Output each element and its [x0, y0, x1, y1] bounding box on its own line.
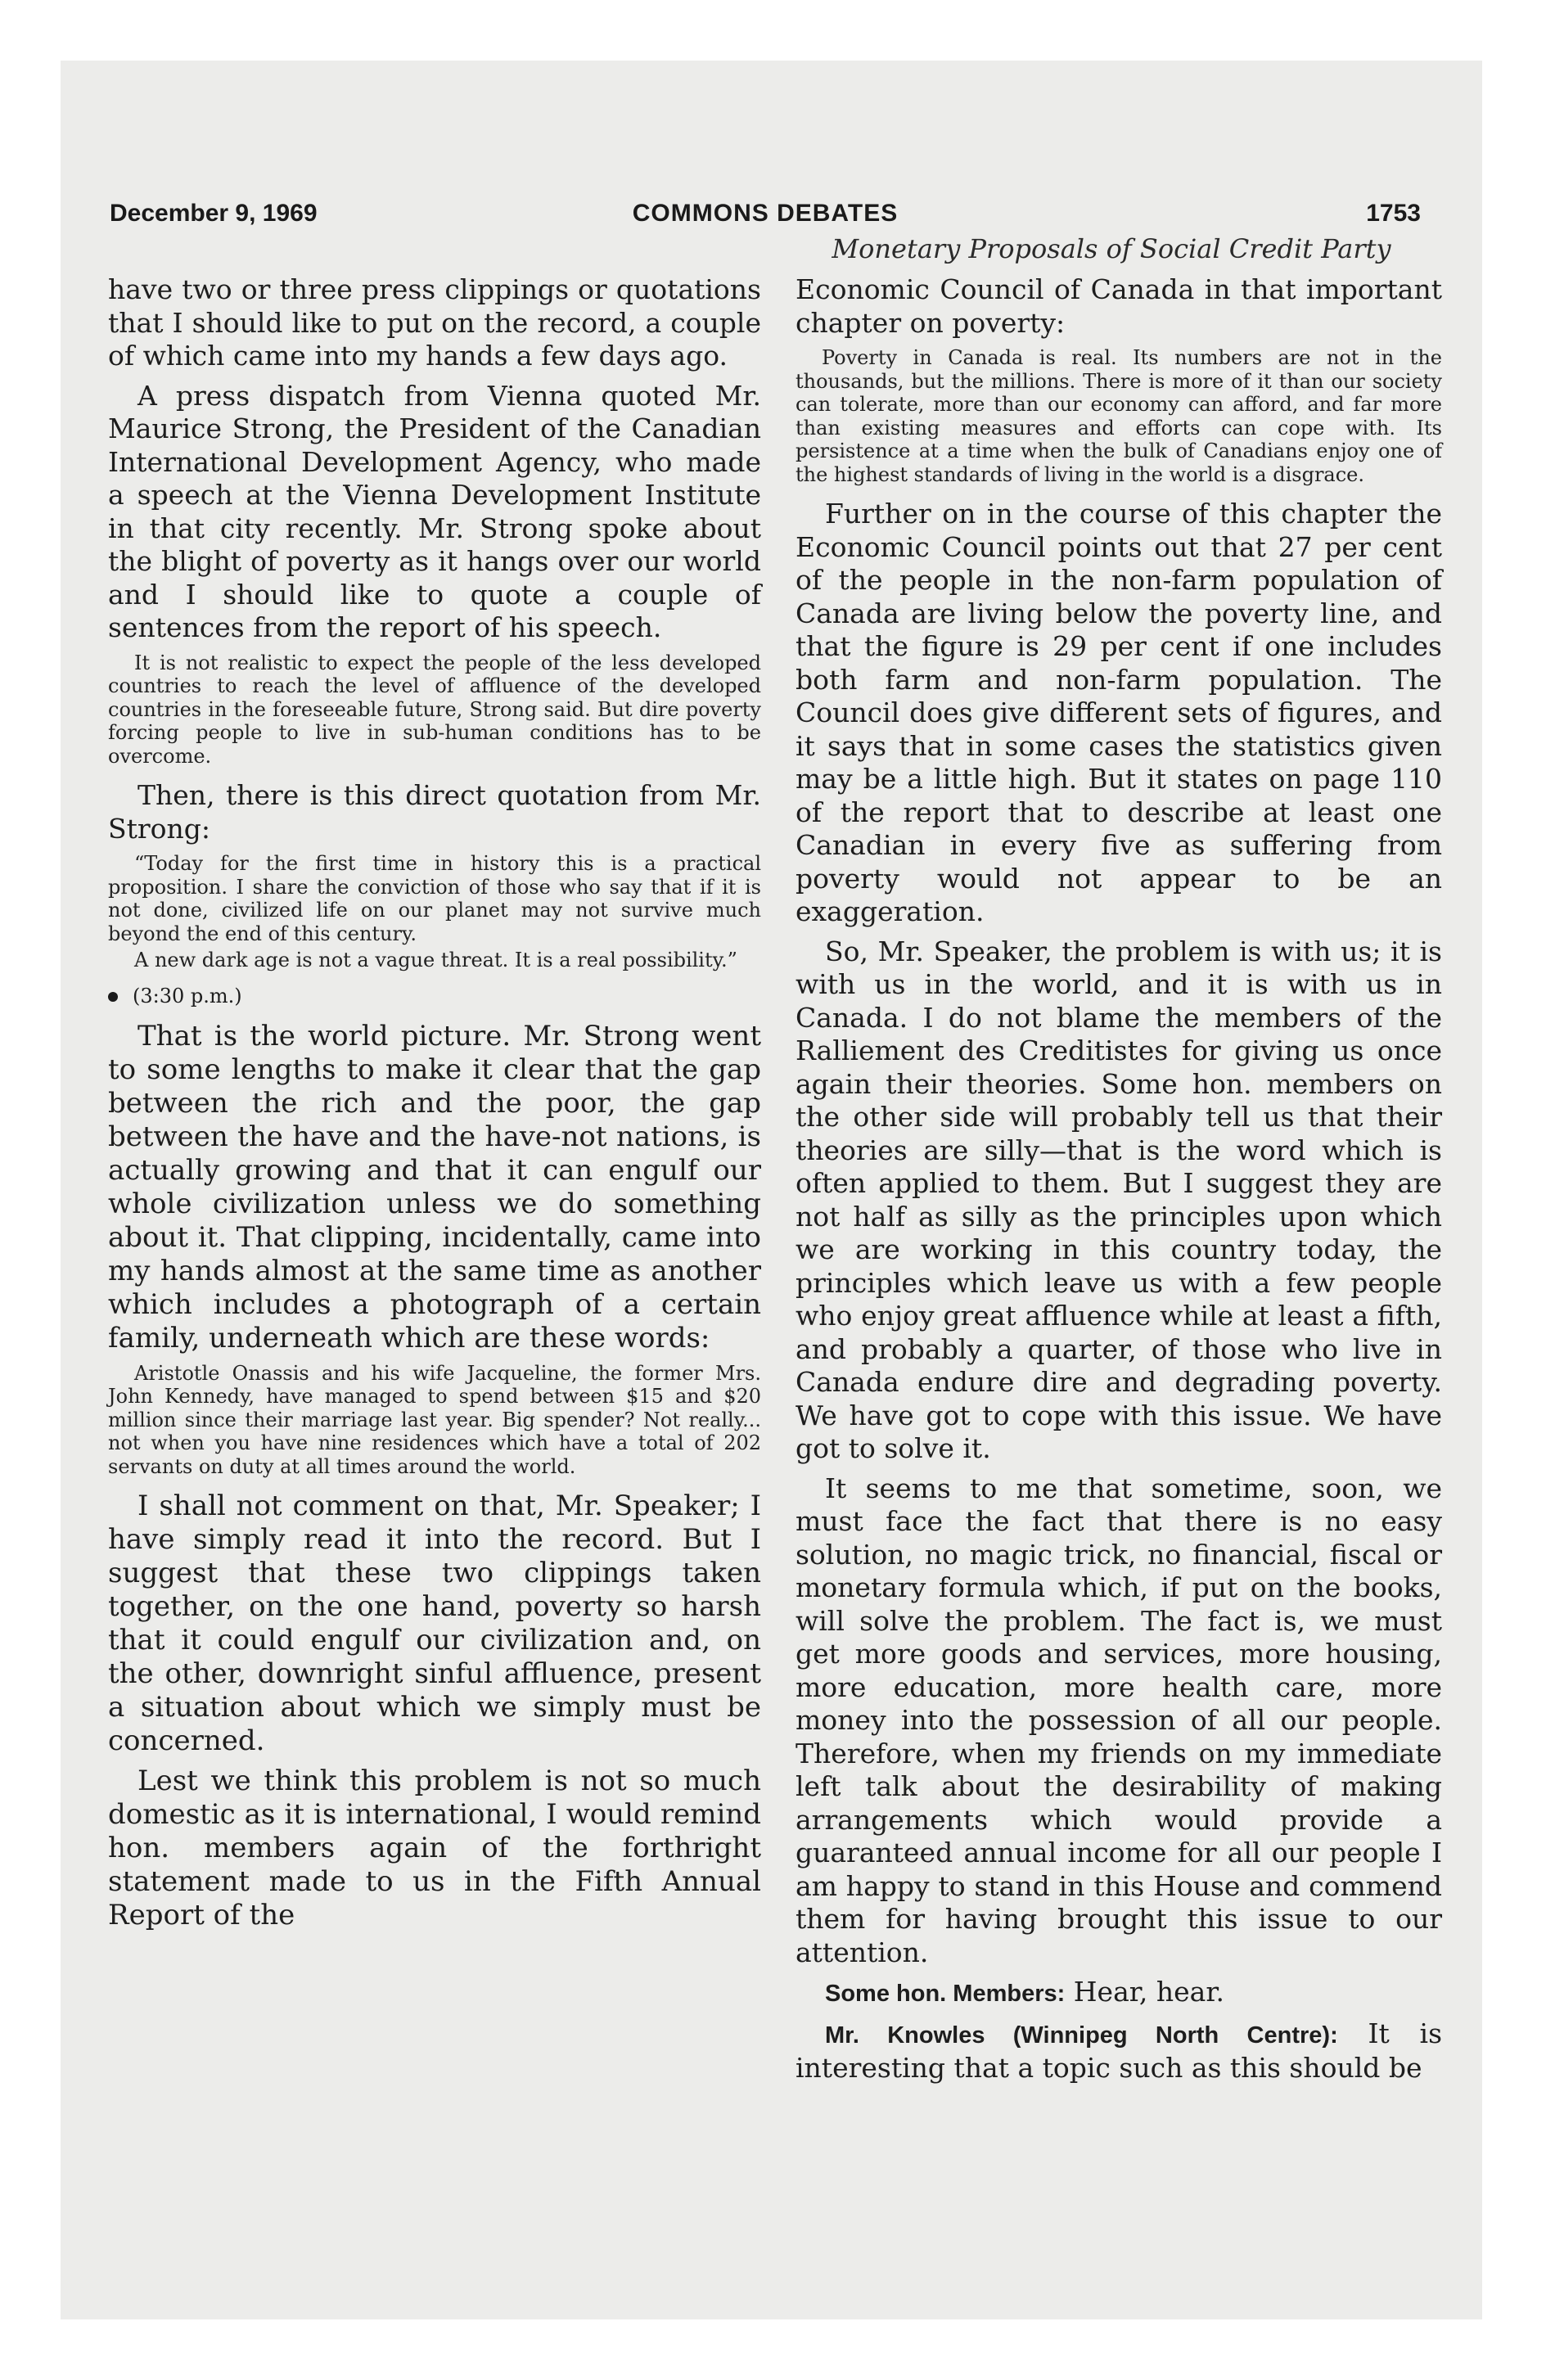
paragraph: So, Mr. Speaker, the problem is with us; it is with us in the world, and it is with us in Canada. I do not blame the members of the Ralliement des Creditistes for giving us once again their theories. Some hon. members on the other side will probably tell us that their theories are silly—that is the word which is often applied to them. But I suggest they are not half as silly as the principles upon which we are working in this country today, the principles which leave us with a few people who enjoy great affluence while at least a fifth, and probably a quarter, of those who live in Canada endure dire and degrading poverty. We have got to cope with this issue. We have got to solve it. [796, 935, 1442, 1464]
paragraph: It seems to me that sometime, soon, we must face the fact that there is no easy solution, no magic trick, no financial, fiscal or monetary formula which, if put on the books, will solve the problem. The fact is, we must get more goods and services, more housing, more education, more health care, more money into the possession of all our people. Therefore, when my friends on my immediate left talk about the desirability of making arrangements which would provide a guaranteed annual income for all our people I am happy to stand in this House and commend them for having brought this issue to our attention. [796, 1472, 1442, 1968]
block-quote: Aristotle Onassis and his wife Jacqueline, the former Mrs. John Kennedy, have managed to spend between $15 and $20 million since their marriage last year. Big spender? Not really... not when you have nine residences which have a total of 202 servants on duty at all times around the world. [108, 1361, 761, 1478]
left-column [108, 273, 761, 1939]
time-text: (3:30 p.m.) [133, 984, 242, 1007]
page-number: 1753 [1366, 200, 1421, 227]
right-column [796, 273, 1442, 2092]
speaker-line [796, 2017, 1442, 2085]
speaker-line [796, 1976, 1442, 2011]
speech-text: Hear, hear. [1073, 1976, 1224, 2008]
section-subtitle: Monetary Proposals of Social Credit Party [832, 233, 1391, 264]
bullet-icon [108, 992, 118, 1002]
speaker-name: Mr. Knowles (Winnipeg North Centre): [825, 2022, 1338, 2049]
paragraph: I shall not comment on that, Mr. Speaker; I have simply read it into the record. But I suggest that these two clippings taken together, on the one hand, poverty so harsh that it could engulf our civilization and, on the other, downright sinful affluence, present a situation about which we simply must be concerned. [108, 1490, 761, 1757]
paragraph: have two or three press clippings or quotations that I should like to put on the record, a couple of which came into my hands a few days ago. [108, 273, 761, 372]
paragraph: A press dispatch from Vienna quoted Mr. Maurice Strong, the President of the Canadian International Development Agency, who made a speech at the Vienna Development Institute in that city recently. Mr. Strong spoke about the blight of poverty as it hangs over our world and I should like to quote a couple of sentences from the report of his speech. [108, 379, 761, 643]
paragraph: Further on in the course of this chapter the Economic Council points out that 27 per cent of the people in the non-farm population of Canada are living below the poverty line, and that the figure is 29 per cent if one includes both farm and non-farm population. The Council does give different sets of figures, and it says that in some cases the statistics given may be a little high. But it states on page 110 of the report that to describe at least one Canadian in every five as suffering from poverty would not appear to be an exaggeration. [796, 498, 1442, 927]
block-quote: A new dark age is not a vague threat. It is a real possibility.” [134, 949, 737, 971]
block-quote: Poverty in Canada is real. Its numbers are not in the thousands, but the millions. There is more of it than our society can tolerate, more than our economy can afford, and far more than existing measures and efforts can cope with. Its persistence at a time when the bulk of Canadians enjoy one of the highest standards of living in the world is a disgrace. [796, 346, 1442, 486]
time-stamp [108, 984, 761, 1008]
paragraph: That is the world picture. Mr. Strong went to some lengths to make it clear that the gap between the rich and the poor, the gap between the have and the have-not nations, is actually growing and that it can engulf our whole civilization unless we do something about it. That clipping, incidentally, came into my hands almost at the same time as another which includes a photograph of a certain family, underneath which are these words: [108, 1019, 761, 1355]
paragraph: Then, there is this direct quotation from Mr. Strong: [108, 779, 761, 845]
block-quote: It is not realistic to expect the people of the less developed countries to reach the level of affluence of the developed countries in the foreseeable future, Strong said. But dire poverty forcing people to live in sub-human conditions has to be overcome. [108, 651, 761, 768]
page-date: December 9, 1969 [110, 200, 318, 227]
publication-title: COMMONS DEBATES [632, 200, 899, 227]
block-quote: “Today for the first time in history this is a practical proposition. I share the conviction of those who say that if it is not done, civilized life on our planet may not survive much beyond the end of this century. [108, 852, 761, 945]
speech-text: It is interesting that a topic such as this should be [796, 2017, 1443, 2084]
paragraph: Economic Council of Canada in that important chapter on poverty: [796, 273, 1442, 339]
paragraph: Lest we think this problem is not so much domestic as it is international, I would remind hon. members again of the forthright statement made to us in the Fifth Annual Report of the [108, 1765, 761, 1931]
speaker-name: Some hon. Members: [825, 1981, 1066, 2007]
